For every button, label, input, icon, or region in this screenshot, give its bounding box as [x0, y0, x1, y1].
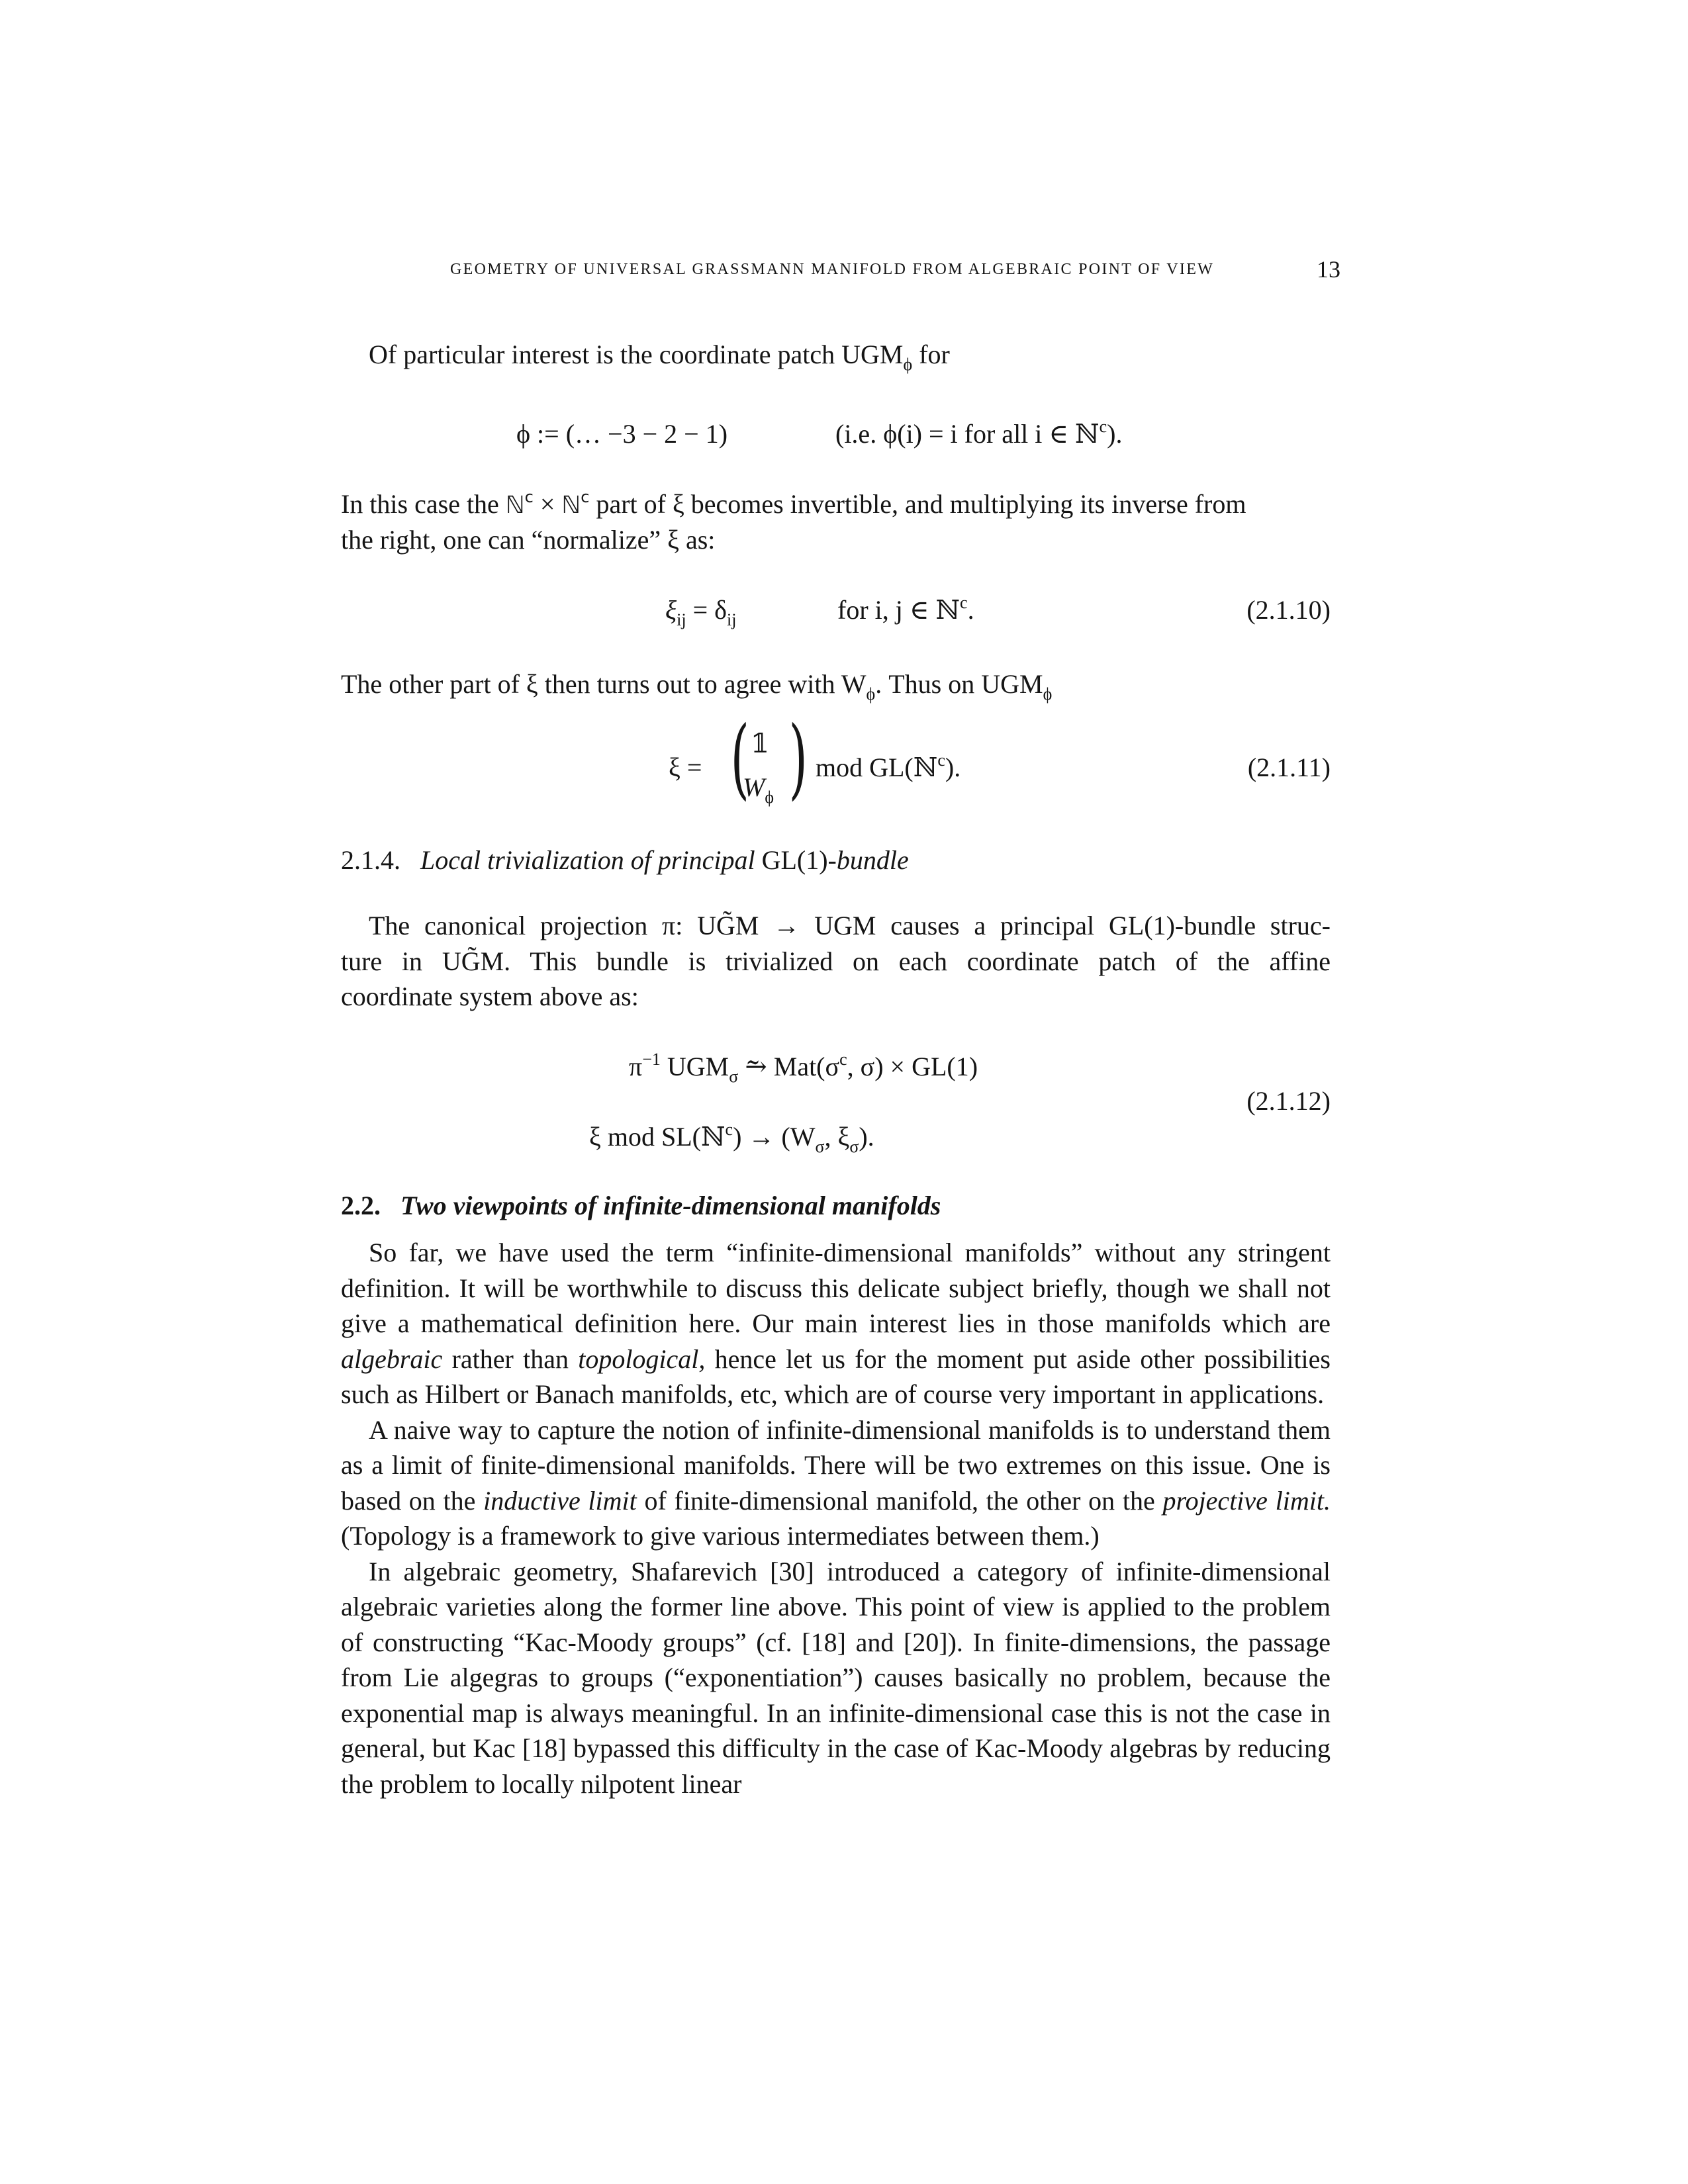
- sofar-i2: topological,: [578, 1343, 706, 1374]
- equation-number-2-1-12: (2.1.12): [1246, 1086, 1331, 1116]
- section-2-1-4-number: 2.1.4.: [341, 845, 400, 875]
- other-part-line: [341, 668, 1053, 704]
- section-2-1-4-title-c: -bundle: [827, 845, 909, 875]
- eq12-r1-sub: σ: [729, 1067, 739, 1086]
- phi-note-sup: c: [1099, 417, 1107, 436]
- eq12-r2-a: ξ mod SL(ℕ: [589, 1122, 726, 1152]
- equation-2-1-10-condition: [837, 594, 974, 625]
- normalize-line-2: [341, 524, 715, 555]
- naive-t1: A naive way to capture the notion of infinite-dimensional manifolds is to understand them as a limit of finite-dimensional manifolds. There will be two extremes on this issue. One is based on the: [341, 1414, 1331, 1516]
- eq12-r2-b: ) → (W: [733, 1122, 816, 1152]
- section-2-2-number: 2.2.: [341, 1191, 381, 1220]
- body-paragraphs: [341, 1235, 1331, 1801]
- eq10-cond: for i, j ∈ ℕ: [837, 595, 961, 625]
- eq12-row-2: [589, 1120, 874, 1156]
- normalize-line-1: In this case the ℕ$^c$ × ℕ$^c$ part of ξ becomes invertible, and multiplying its inverse from: [341, 488, 1246, 519]
- eq11-top: 𝟙: [751, 729, 769, 758]
- eq12-r1-sup2: c: [839, 1050, 847, 1069]
- eq10-mid: = δ: [686, 595, 727, 625]
- eq11-bottom-w: W: [743, 772, 765, 802]
- eq12-r2-sub: σ: [815, 1137, 825, 1156]
- projection-line-3: coordinate system above as:: [341, 981, 639, 1011]
- projection-line-2: ture in UG̃M. This bundle is trivialized on each coordinate patch of the affine: [341, 946, 1331, 976]
- equation-2-1-10: [665, 594, 737, 629]
- equation-number-2-1-11: (2.1.11): [1247, 752, 1331, 782]
- section-heading-2-2: [341, 1190, 941, 1221]
- phi-lhs: ϕ := (… −3 − 2 − 1): [516, 419, 728, 449]
- projection-line-1: The canonical projection π: UG̃M → UGM causes a principal GL(1)-bundle struc-: [369, 911, 1331, 940]
- intro-text: Of particular interest is the coordinate patch UGM: [369, 340, 904, 369]
- page-number: 13: [1317, 256, 1340, 283]
- eq11-rhs-text: mod GL(ℕ: [816, 752, 938, 782]
- eq12-r1-d: , σ) × GL(1): [847, 1052, 978, 1081]
- naive-i1: inductive limit: [483, 1485, 637, 1516]
- intro-line: [369, 339, 950, 374]
- eq12-r1-a: π: [629, 1052, 643, 1081]
- eq11-rhs-sup: c: [937, 751, 945, 770]
- eq10-lhs: ξ: [665, 595, 677, 625]
- naive-i2: projective limit.: [1162, 1485, 1331, 1516]
- eq11-left-paren: (: [730, 707, 749, 809]
- eq12-r2-sub2: σ: [849, 1137, 859, 1156]
- paragraph-naive: [341, 1412, 1331, 1554]
- section-2-1-4-title-a: Local trivialization of principal: [420, 845, 762, 875]
- eq12-r1-c: ⥲ Mat(σ: [738, 1052, 840, 1081]
- paragraph-algebraic: In algebraic geometry, Shafarevich [30] introduced a category of infinite-dimensional algebraic varieties along the former line above. This point of view is applied to the problem of constructing “Kac-Moody groups” (cf. [18] and [20]). In finite-dimensions, the passage from Lie algegras to groups (“exponentiation”) causes basically no problem, because the exponential map is always meaningful. In an infinite-dimensional case this is not the case in general, but Kac [18] bypassed this difficulty in the case of Kac-Moody algebras by reducing the problem to locally nilpotent linear: [341, 1556, 1331, 1799]
- section-2-2-title: Two viewpoints of infinite-dimensional manifolds: [400, 1191, 941, 1220]
- running-header: [450, 255, 1340, 289]
- nc-sup-2: c: [581, 488, 590, 506]
- eq12-r2-d: ).: [859, 1122, 874, 1152]
- paragraph-so-far: [341, 1235, 1331, 1412]
- other-suffix: . Thus on UGM: [875, 669, 1043, 699]
- other-text: The other part of ξ then turns out to agree with W: [341, 669, 867, 699]
- normalize-text-b: part of ξ becomes invertible, and multiplying its inverse from: [589, 489, 1246, 519]
- sofar-t1: So far, we have used the term “infinite-dimensional manifolds” without any stringent definition. It will be worthwhile to discuss this delicate subject briefly, though we shall not give a mathematical definition here. Our main interest lies in those manifolds which are: [341, 1238, 1331, 1338]
- section-heading-2-1-4: [341, 844, 909, 876]
- normalize-text-a: In this case the: [341, 489, 506, 519]
- intro-sub: ϕ: [903, 355, 913, 374]
- phi-note-end: ).: [1107, 419, 1123, 449]
- sofar-t2: rather than: [442, 1343, 579, 1374]
- nc-symbol: ℕ: [505, 492, 525, 519]
- eq11-right-paren: ): [788, 707, 808, 809]
- other-sub: ϕ: [866, 684, 876, 704]
- projection-paragraph: [341, 908, 1331, 1015]
- eq11-rhs: [816, 752, 961, 783]
- sofar-t3: hence let us for the moment put aside other possibilities such as Hilbert or Banach manifolds, etc, which are of course very important in applications.: [341, 1343, 1331, 1409]
- phi-note: [835, 418, 1122, 449]
- eq10-cond-sup: c: [960, 593, 968, 612]
- equation-number-2-1-10: (2.1.10): [1246, 595, 1331, 625]
- eq12-r1-b: UGM: [660, 1052, 729, 1081]
- section-2-1-4-title-b: GL(1): [761, 845, 828, 875]
- phi-note-text: (i.e. ϕ(i) = i for all i ∈ ℕ: [835, 419, 1100, 449]
- eq10-mid-sub: ij: [727, 610, 737, 629]
- nc-symbol-2: ℕ: [561, 492, 581, 519]
- eq11-rhs-end: ).: [945, 752, 961, 782]
- eq12-r2-c: , ξ: [824, 1122, 850, 1152]
- eq11-bottom: [743, 772, 774, 807]
- eq10-cond-end: .: [967, 595, 974, 625]
- normalize-text-c: the right, one can “normalize” ξ as:: [341, 525, 716, 555]
- eq11-lhs: ξ =: [669, 752, 702, 782]
- phi-definition: [516, 418, 727, 449]
- intro-suffix: for: [919, 340, 950, 369]
- eq11-bottom-sub: ϕ: [765, 788, 774, 807]
- sofar-i1: algebraic: [341, 1343, 443, 1374]
- naive-t3: (Topology is a framework to give various intermediates between them.): [341, 1521, 1100, 1551]
- running-title: GEOMETRY OF UNIVERSAL GRASSMANN MANIFOLD FROM ALGEBRAIC POINT OF VIEW: [450, 261, 1215, 278]
- eq12-r2-sup: c: [725, 1120, 733, 1139]
- nc-sup: c: [524, 488, 534, 506]
- eq10-lhs-sub: ij: [677, 610, 686, 629]
- other-suffix-sub: ϕ: [1043, 684, 1053, 704]
- eq12-row-1: [629, 1050, 978, 1086]
- naive-t2: of finite-dimensional manifold, the other on the: [636, 1485, 1163, 1516]
- eq12-r1-sup: −1: [642, 1050, 661, 1069]
